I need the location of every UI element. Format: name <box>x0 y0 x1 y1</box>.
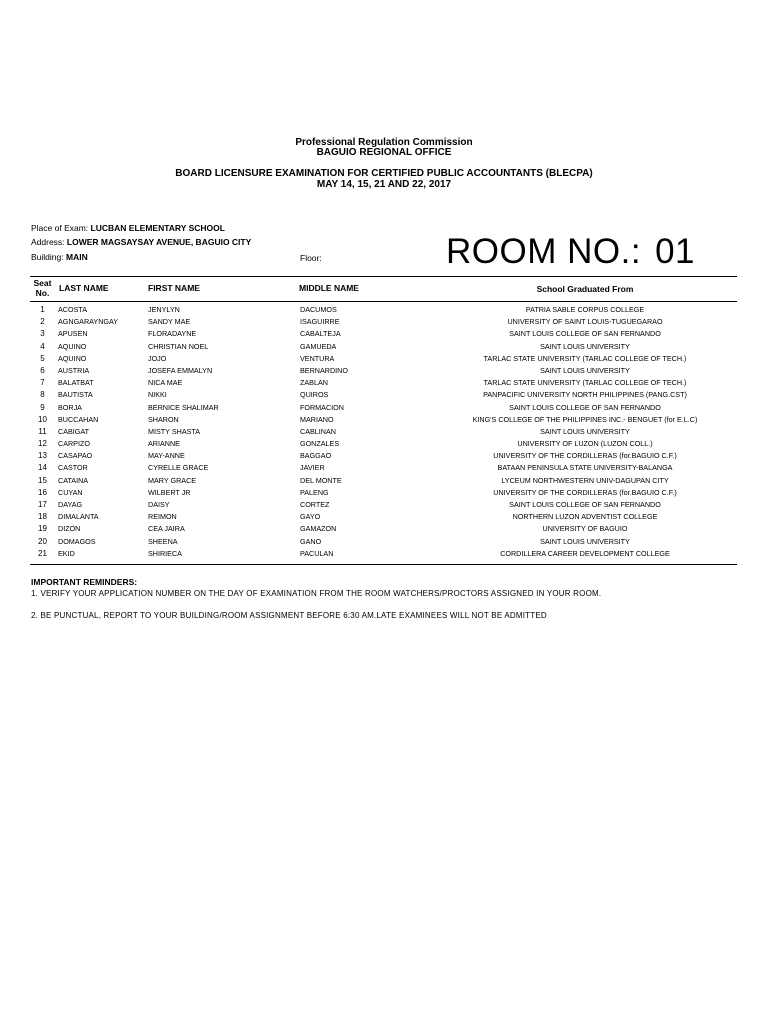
first-name: CYRELLE GRACE <box>148 463 209 473</box>
middle-name-header: MIDDLE NAME <box>299 283 359 293</box>
middle-name: VENTURA <box>300 353 335 363</box>
first-name: SHEENA <box>148 536 178 546</box>
last-name: BALATBAT <box>58 378 94 388</box>
table-row <box>0 365 768 377</box>
last-name: DAYAG <box>58 500 83 509</box>
seat-number: 9 <box>40 402 45 412</box>
table-row <box>0 548 768 560</box>
first-name: REIMON <box>148 512 177 522</box>
table-row <box>0 328 768 340</box>
table-row <box>0 475 768 487</box>
table-row <box>0 304 768 316</box>
middle-name: GAYO <box>300 512 321 522</box>
last-name: CATAINA <box>58 475 89 485</box>
reminder-1: 1. VERIFY YOUR APPLICATION NUMBER ON THE DAY OF EXAMINATION FROM THE ROOM WATCHERS/PROCTORS ASSIGNED IN YOUR ROOM. <box>31 589 602 598</box>
table-row <box>0 377 768 389</box>
school-name: SAINT LOUIS UNIVERSITY <box>540 341 630 351</box>
last-name: AQUINO <box>58 341 87 351</box>
seat-number: 8 <box>40 390 45 400</box>
first-name: ARIANNE <box>148 439 180 449</box>
table-row <box>0 402 768 414</box>
seat-number: 14 <box>38 463 47 473</box>
first-name: SHIRIECA <box>148 548 182 558</box>
address-label: Address: <box>31 237 65 247</box>
floor-label: Floor: <box>300 253 322 263</box>
first-name: MISTY SHASTA <box>148 426 201 436</box>
address-value: LOWER MAGSAYSAY AVENUE, BAGUIO CITY <box>66 237 252 247</box>
table-row <box>0 450 768 462</box>
middle-name: PALENG <box>300 487 329 497</box>
middle-name: GAMAZON <box>300 524 337 534</box>
table-row <box>0 426 768 438</box>
table-end-divider <box>30 564 737 565</box>
school-name: SAINT LOUIS COLLEGE OF SAN FERNANDO <box>509 402 661 412</box>
last-name: CASAPAO <box>58 451 93 461</box>
table-row <box>0 414 768 426</box>
room-value: 01 <box>655 232 695 271</box>
first-name: WILBERT JR <box>148 487 191 497</box>
school-name: SAINT LOUIS UNIVERSITY <box>540 365 630 375</box>
seat-number: 11 <box>38 426 47 436</box>
seat-number: 13 <box>38 451 47 461</box>
middle-name: DEL MONTE <box>300 475 342 485</box>
building-label: Building: <box>31 252 64 262</box>
middle-name: CABALTEJA <box>300 329 341 339</box>
place-value: LUCBAN ELEMENTARY SCHOOL <box>90 223 225 233</box>
school-name: TARLAC STATE UNIVERSITY (TARLAC COLLEGE OF TECH.) <box>483 353 687 363</box>
seat-number: 21 <box>38 548 47 558</box>
last-name: CUYAN <box>58 487 83 497</box>
school-name: SAINT LOUIS UNIVERSITY <box>540 426 630 436</box>
exam-title: BOARD LICENSURE EXAMINATION FOR CERTIFIED PUBLIC ACCOUNTANTS (BLECPA) <box>175 168 593 179</box>
school-name: SAINT LOUIS COLLEGE OF SAN FERNANDO <box>509 500 661 509</box>
school-name: CORDILLERA CAREER DEVELOPMENT COLLEGE <box>500 548 670 558</box>
school-name: UNIVERSITY OF THE CORDILLERAS (for.BAGUIO C.F.) <box>493 487 677 497</box>
last-name: AGNGARAYNGAY <box>58 317 119 327</box>
school-name: UNIVERSITY OF SAINT LOUIS-TUGUEGARAO <box>507 317 663 327</box>
last-name: APUSEN <box>58 329 88 339</box>
middle-name: GANO <box>300 536 322 546</box>
last-name: CARPIZO <box>58 439 90 449</box>
commission-name: Professional Regulation Commission <box>295 137 473 148</box>
last-name: BUCCAHAN <box>58 414 99 424</box>
middle-name: GAMUEDA <box>300 341 337 351</box>
seat-number: 5 <box>40 353 45 363</box>
school-name: SAINT LOUIS COLLEGE OF SAN FERNANDO <box>509 329 661 339</box>
last-name: EKID <box>58 548 75 558</box>
first-name: MAY-ANNE <box>148 451 185 461</box>
middle-name: JAVIER <box>300 463 325 473</box>
room-label: ROOM NO.: <box>446 232 642 271</box>
table-row <box>0 511 768 523</box>
table-row <box>0 523 768 535</box>
school-name: PATRIA SABLE CORPUS COLLEGE <box>525 305 645 314</box>
first-name: FLORADAYNE <box>148 329 197 339</box>
seat-number: 7 <box>40 378 45 388</box>
last-name: DOMAGOS <box>58 536 96 546</box>
place-label: Place of Exam: <box>31 223 89 233</box>
school-name: UNIVERSITY OF LUZON (LUZON COLL.) <box>517 439 653 449</box>
school-name: UNIVERSITY OF THE CORDILLERAS (for.BAGUIO C.F.) <box>493 451 677 461</box>
seat-number: 19 <box>38 524 47 534</box>
last-name: ACOSTA <box>58 305 88 314</box>
middle-name: PACULAN <box>300 548 334 558</box>
middle-name: FORMACION <box>300 402 344 412</box>
middle-name: BERNARDINO <box>300 365 348 375</box>
table-row <box>0 353 768 365</box>
seat-number: 16 <box>38 487 47 497</box>
seat-number: 18 <box>38 512 47 522</box>
seat-number: 2 <box>40 317 45 327</box>
first-name: JOJO <box>148 353 167 363</box>
table-row <box>0 499 768 511</box>
school-name: NORTHERN LUZON ADVENTIST COLLEGE <box>512 512 658 522</box>
room-number <box>446 232 695 272</box>
last-name: AUSTRIA <box>58 365 90 375</box>
school-name: UNIVERSITY OF BAGUIO <box>542 524 628 534</box>
last-name: DIZON <box>58 524 81 534</box>
first-name: BERNICE SHALIMAR <box>148 402 219 412</box>
school-name: KING'S COLLEGE OF THE PHILIPPINES INC.- BENGUET (for E.L.C) <box>472 414 698 424</box>
seat-number: 1 <box>40 305 45 314</box>
middle-name: ISAGUIRRE <box>300 317 340 327</box>
first-name: JOSEFA EMMALYN <box>148 365 213 375</box>
seat-number: 17 <box>38 500 47 509</box>
school-name: PANPACIFIC UNIVERSITY NORTH PHILIPPINES (PANG.CST) <box>483 390 687 400</box>
building-value: MAIN <box>65 252 88 262</box>
seat-number: 3 <box>40 329 45 339</box>
middle-name: GONZALES <box>300 439 340 449</box>
first-name: JENYLYN <box>148 305 180 314</box>
regional-office: BAGUIO REGIONAL OFFICE <box>316 147 452 158</box>
middle-name: MARIANO <box>300 414 334 424</box>
seat-header-line2: No. <box>35 288 50 298</box>
last-name: BAUTISTA <box>58 390 93 400</box>
table-row <box>0 389 768 401</box>
school-name: SAINT LOUIS UNIVERSITY <box>540 536 630 546</box>
first-name: SHARON <box>148 414 179 424</box>
table-row <box>0 462 768 474</box>
last-name: CASTOR <box>58 463 88 473</box>
seat-number: 12 <box>38 439 47 449</box>
first-name: NIKKI <box>148 390 167 400</box>
middle-name: ZABLAN <box>300 378 328 388</box>
school-name: TARLAC STATE UNIVERSITY (TARLAC COLLEGE OF TECH.) <box>483 378 687 388</box>
first-name: SANDY MAE <box>148 317 191 327</box>
reminders-title: IMPORTANT REMINDERS: <box>31 577 138 587</box>
last-name: DIMALANTA <box>58 512 99 522</box>
table-row <box>0 536 768 548</box>
first-name: NICA MAE <box>148 378 183 388</box>
first-name: DAISY <box>148 500 170 509</box>
first-name-header: FIRST NAME <box>148 283 200 293</box>
table-row <box>0 316 768 328</box>
seat-number: 20 <box>38 536 47 546</box>
building <box>31 252 88 262</box>
last-name-header: LAST NAME <box>59 283 109 293</box>
school-header: School Graduated From <box>536 284 634 294</box>
table-row <box>0 341 768 353</box>
seat-header-line1: Seat <box>33 278 52 288</box>
table-row <box>0 487 768 499</box>
first-name: MARY GRACE <box>148 475 197 485</box>
last-name: BORJA <box>58 402 82 412</box>
table-row <box>0 438 768 450</box>
seat-number: 6 <box>40 365 45 375</box>
middle-name: BAGGAO <box>300 451 332 461</box>
first-name: CEA JAIRA <box>148 524 185 534</box>
last-name: CABIGAT <box>58 426 90 436</box>
seat-number: 15 <box>38 475 47 485</box>
school-name: LYCEUM NORTHWESTERN UNIV-DAGUPAN CITY <box>501 475 669 485</box>
place-of-exam <box>31 223 225 233</box>
address <box>31 237 251 247</box>
middle-name: CABLINAN <box>300 426 336 436</box>
exam-dates: MAY 14, 15, 21 AND 22, 2017 <box>316 179 452 190</box>
seat-number: 4 <box>40 341 45 351</box>
examinee-list <box>0 304 768 560</box>
last-name: AQUINO <box>58 353 87 363</box>
reminder-2: 2. BE PUNCTUAL, REPORT TO YOUR BUILDING/ROOM ASSIGNMENT BEFORE 6:30 AM.LATE EXAMINEES WILL NOT BE ADMITTED <box>31 611 547 620</box>
first-name: CHRISTIAN NOEL <box>148 341 209 351</box>
seat-header <box>30 278 55 298</box>
seat-number: 10 <box>38 414 47 424</box>
middle-name: DACUMOS <box>300 305 337 314</box>
middle-name: QUIROS <box>300 390 329 400</box>
table-header <box>30 276 737 302</box>
school-name: BATAAN PENINSULA STATE UNIVERSITY-BALANGA <box>497 463 673 473</box>
middle-name: CORTEZ <box>300 500 330 509</box>
